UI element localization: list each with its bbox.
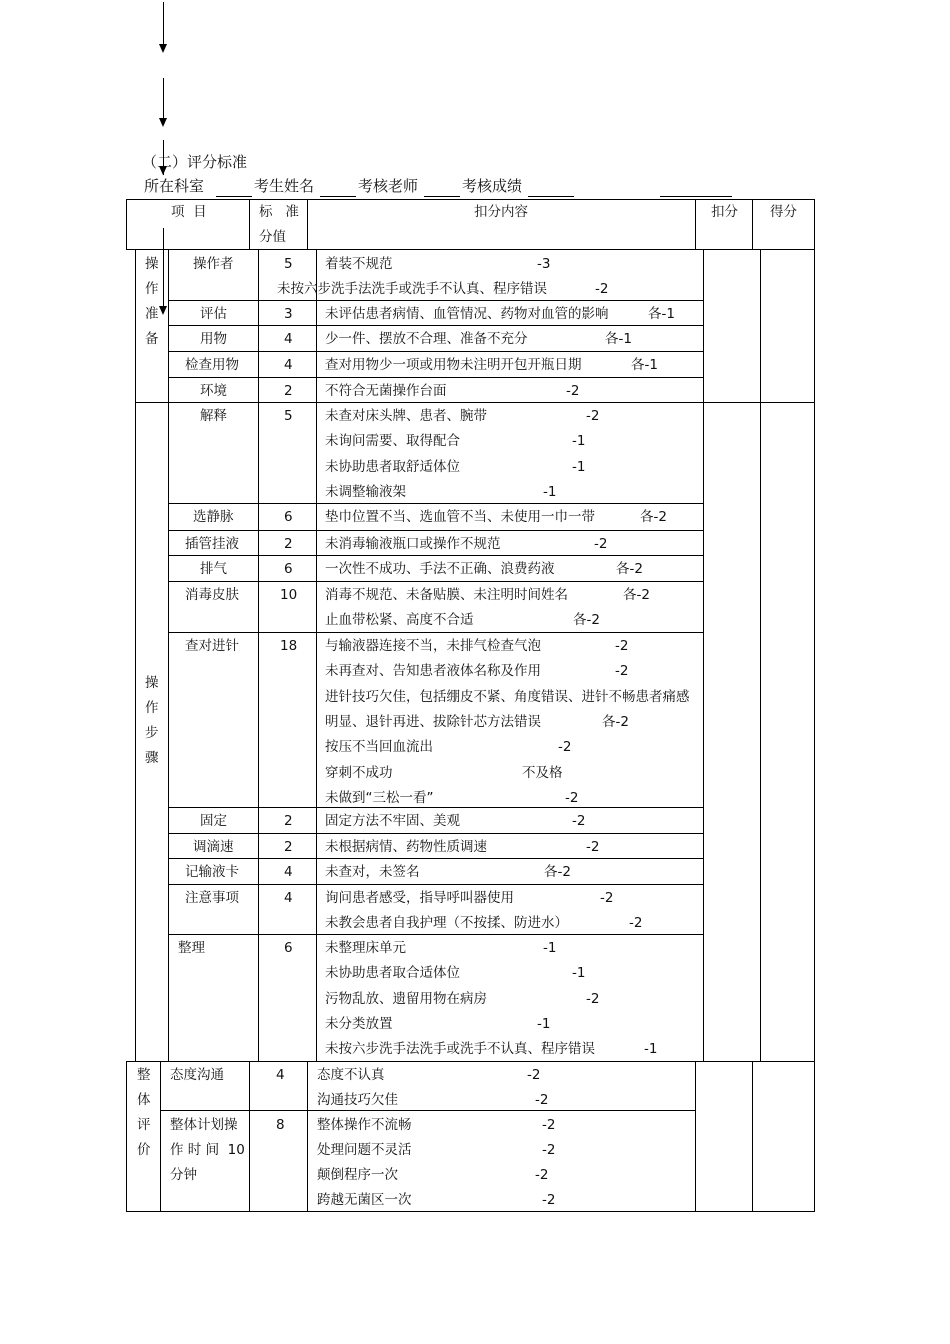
row-item-8: 排气 [200,561,227,577]
row-12-deduct-value-0: -2 [586,839,600,855]
row-14-deduct-value-0: -2 [600,890,614,906]
row-15-deduct-value-1: -1 [572,965,586,982]
row-item-17-line-1: 作 时 间 10 [170,1142,245,1158]
row-score-2: 4 [284,331,293,347]
row-border [168,377,703,378]
row-item-12: 调滴速 [193,839,234,855]
row-border [160,1110,695,1111]
row-10-deduct-value-3: 各-2 [602,713,629,730]
header-item: 项 目 [171,204,207,220]
table-border [703,250,704,1061]
table-border [695,1061,696,1212]
header-content: 扣分内容 [474,204,528,220]
row-border [168,807,703,808]
row-item-5: 解释 [200,408,227,424]
table-border [307,1061,308,1212]
row-5-deduct-value-2: -1 [572,458,586,475]
row-4-deduct-text-0: 不符合无菌操作台面 [325,383,447,399]
row-15-deduct-text-4: 未按六步洗手法洗手或洗手不认真、程序错误 [325,1041,595,1058]
row-10-deduct-text-5: 穿刺不成功 [325,764,393,781]
row-score-1: 3 [284,306,293,322]
row-item-14: 注意事项 [185,890,239,906]
row-item-11: 固定 [200,813,227,829]
row-3-deduct-value-0: 各-1 [631,357,658,373]
row-10-deduct-value-4: -2 [558,739,572,756]
row-border [168,300,703,301]
score-underline [528,196,574,197]
row-score-5: 5 [284,408,293,424]
row-item-9: 消毒皮肤 [185,587,239,603]
row-border [168,934,703,935]
group-label-overall-3: 价 [137,1142,151,1158]
row-15-deduct-text-2: 污物乱放、遗留用物在病房 [325,990,487,1007]
row-4-deduct-value-0: -2 [566,383,580,399]
teacher-underline [424,196,460,197]
row-11-deduct-text-0: 固定方法不牢固、美观 [325,813,460,829]
row-item-7: 插管挂液 [185,536,239,552]
row-16-deduct-value-1: -2 [535,1092,549,1108]
table-border [126,199,127,250]
row-15-deduct-value-4: -1 [644,1041,658,1058]
row-15-deduct-value-0: -1 [543,940,557,956]
row-score-8: 6 [284,561,293,577]
row-10-deduct-text-0: 与输液器连接不当，未排气检查气泡 [325,638,541,654]
table-border [258,250,259,1061]
header-deduct: 扣分 [711,204,738,220]
row-item-4: 环境 [200,383,227,399]
group-label-overall-0: 整 [137,1067,151,1083]
row-10-deduct-text-1: 未再查对、告知患者液体名称及作用 [325,663,541,680]
group-label-overall-2: 评 [137,1117,151,1133]
row-17-deduct-text-2: 颠倒程序一次 [317,1167,398,1183]
row-item-16: 态度沟通 [170,1067,224,1083]
section-heading: （二）评分标准 [142,153,248,171]
row-10-deduct-value-6: -2 [565,789,579,806]
row-item-6: 选静脉 [193,509,234,525]
row-score-3: 4 [284,357,293,373]
group-label-steps-1: 作 [145,700,159,716]
table-border [126,249,815,250]
dept-underline [216,196,252,197]
table-border [814,1061,815,1212]
group-border [126,1211,814,1212]
row-item-3: 检查用物 [185,357,239,373]
row-item-0: 操作者 [193,256,234,272]
table-border [752,199,753,250]
header-standard: 标 准 [259,204,299,220]
table-border [160,1061,161,1212]
row-17-deduct-value-3: -2 [542,1192,556,1208]
row-score-11: 2 [284,813,293,829]
row-15-deduct-text-0: 未整理床单元 [325,940,406,956]
row-score-17: 8 [276,1117,285,1133]
name-label: 考生姓名 [254,177,315,195]
row-5-deduct-text-3: 未调整输液架 [325,483,406,500]
row-10-deduct-value-0: -2 [615,638,629,654]
row-10-deduct-text-2: 进针技巧欠佳，包括绷皮不紧、角度错误、进针不畅患者痛感 [325,688,690,705]
score-label: 考核成绩 [462,177,523,195]
table-border [814,199,815,250]
row-score-14: 4 [284,890,293,906]
row-border [168,530,703,531]
teacher-label: 考核老师 [358,177,419,195]
group-label-prep-1: 作 [145,281,159,297]
arrow-down-icon [159,118,167,127]
group-label-steps-2: 步 [145,725,159,741]
row-15-deduct-text-3: 未分类放置 [325,1015,393,1032]
row-10-deduct-value-1: -2 [615,663,629,680]
row-border [168,833,703,834]
row-16-deduct-value-0: -2 [527,1067,541,1083]
row-17-deduct-value-1: -2 [542,1142,556,1158]
row-10-deduct-text-3: 明显、退针再进、拔除针芯方法错误 [325,713,541,730]
table-border [249,1061,250,1212]
row-8-deduct-value-0: 各-2 [616,561,643,577]
row-border [168,581,703,582]
group-label-prep-0: 操 [145,256,159,272]
row-17-deduct-text-3: 跨越无菌区一次 [317,1192,412,1208]
row-17-deduct-value-2: -2 [535,1167,549,1183]
row-16-deduct-text-0: 态度不认真 [317,1067,385,1083]
row-16-deduct-text-1: 沟通技巧欠佳 [317,1092,398,1108]
row-score-4: 2 [284,383,293,399]
row-8-deduct-text-0: 一次性不成功、手法不正确、浪费药液 [325,561,555,577]
row-border [168,632,703,633]
row-score-16: 4 [276,1067,285,1083]
row-14-deduct-text-1: 未教会患者自我护理（不按揉、防进水） [325,915,568,932]
table-border [126,1061,127,1212]
group-border [703,402,814,403]
row-0-deduct-text-0: 着装不规范 [325,256,393,272]
extra-underline [660,196,732,197]
row-17-deduct-text-1: 处理问题不灵活 [317,1142,412,1158]
table-border [752,1061,753,1212]
table-border [135,250,136,1061]
row-border [168,555,703,556]
row-10-deduct-text-4: 按压不当回血流出 [325,739,433,756]
row-border [168,503,703,504]
row-score-12: 2 [284,839,293,855]
name-underline [320,196,356,197]
header-standard-value: 分值 [259,229,286,245]
row-12-deduct-text-0: 未根据病情、药物性质调速 [325,839,487,855]
group-label-steps-0: 操 [145,675,159,691]
row-5-deduct-value-3: -1 [543,483,557,500]
header-score: 得分 [770,204,797,220]
row-5-deduct-text-1: 未询问需要、取得配合 [325,433,460,450]
table-border [760,250,761,1061]
group-label-prep-2: 准 [145,306,159,322]
row-2-deduct-text-0: 少一件、摆放不合理、准备不充分 [325,331,528,347]
row-14-deduct-text-0: 询问患者感受，指导呼叫器使用 [325,890,514,906]
row-9-deduct-text-0: 消毒不规范、未备贴膜、未注明时间姓名 [325,587,568,603]
row-15-deduct-text-1: 未协助患者取合适体位 [325,965,460,982]
row-7-deduct-value-0: -2 [594,536,608,552]
row-5-deduct-value-0: -2 [586,408,600,424]
table-border [814,250,815,1061]
row-15-deduct-value-2: -2 [586,990,600,1007]
row-0-deduct-value-1: -2 [595,281,609,298]
row-item-17-line-0: 整体计划操 [170,1117,238,1133]
row-score-10: 18 [280,638,298,654]
table-border [126,199,815,200]
table-border [316,250,317,1061]
table-border [249,199,250,250]
row-border [168,325,703,326]
row-score-9: 10 [280,587,298,603]
row-1-deduct-text-0: 未评估患者病情、血管情况、药物对血管的影响 [325,306,609,322]
table-border [168,250,169,1061]
table-border [307,199,308,250]
row-9-deduct-value-0: 各-2 [623,587,650,603]
row-0-deduct-text-1: 未按六步洗手法洗手或洗手不认真、程序错误 [277,281,547,298]
arrow-line [163,228,164,308]
row-border [168,858,703,859]
row-item-13: 记输液卡 [185,864,239,880]
row-6-deduct-value-0: 各-2 [640,509,667,525]
row-3-deduct-text-0: 查对用物少一项或用物未注明开包开瓶日期 [325,357,582,373]
row-13-deduct-value-0: 各-2 [544,864,571,880]
row-9-deduct-value-1: 各-2 [573,612,600,629]
arrow-down-icon [159,44,167,53]
row-score-13: 4 [284,864,293,880]
dept-label: 所在科室 [144,177,205,195]
table-border [695,199,696,250]
row-5-deduct-value-1: -1 [572,433,586,450]
row-17-deduct-text-0: 整体操作不流畅 [317,1117,412,1133]
row-2-deduct-value-0: 各-1 [605,331,632,347]
row-6-deduct-text-0: 垫巾位置不当、选血管不当、未使用一巾一带 [325,509,595,525]
row-11-deduct-value-0: -2 [572,813,586,829]
row-13-deduct-text-0: 未查对，未签名 [325,864,420,880]
arrow-down-icon [159,306,167,315]
row-10-deduct-value-5: 不及格 [522,764,563,781]
row-1-deduct-value-0: 各-1 [648,306,675,322]
row-border [168,884,703,885]
row-7-deduct-text-0: 未消毒输液瓶口或操作不规范 [325,536,501,552]
row-9-deduct-text-1: 止血带松紧、高度不合适 [325,612,474,629]
row-item-1: 评估 [200,306,227,322]
group-label-overall-1: 体 [137,1092,151,1108]
row-5-deduct-text-0: 未查对床头牌、患者、腕带 [325,408,487,424]
row-item-10: 查对进针 [185,638,239,654]
arrow-line [163,78,164,120]
row-item-15: 整理 [178,940,205,956]
row-0-deduct-value-0: -3 [537,256,551,272]
group-label-steps-3: 骤 [145,750,159,766]
row-item-2: 用物 [200,331,227,347]
group-label-prep-3: 备 [145,331,159,347]
arrow-line [163,2,164,46]
group-border [126,1061,814,1062]
row-14-deduct-value-1: -2 [629,915,643,932]
row-10-deduct-text-6: 未做到“三松一看” [325,789,434,806]
row-item-17-line-2: 分钟 [170,1167,197,1183]
row-15-deduct-value-3: -1 [537,1015,551,1032]
row-score-0: 5 [284,256,293,272]
row-border [168,351,703,352]
row-score-15: 6 [284,940,293,956]
row-5-deduct-text-2: 未协助患者取舒适体位 [325,458,460,475]
row-score-6: 6 [284,509,293,525]
row-score-7: 2 [284,536,293,552]
row-17-deduct-value-0: -2 [542,1117,556,1133]
